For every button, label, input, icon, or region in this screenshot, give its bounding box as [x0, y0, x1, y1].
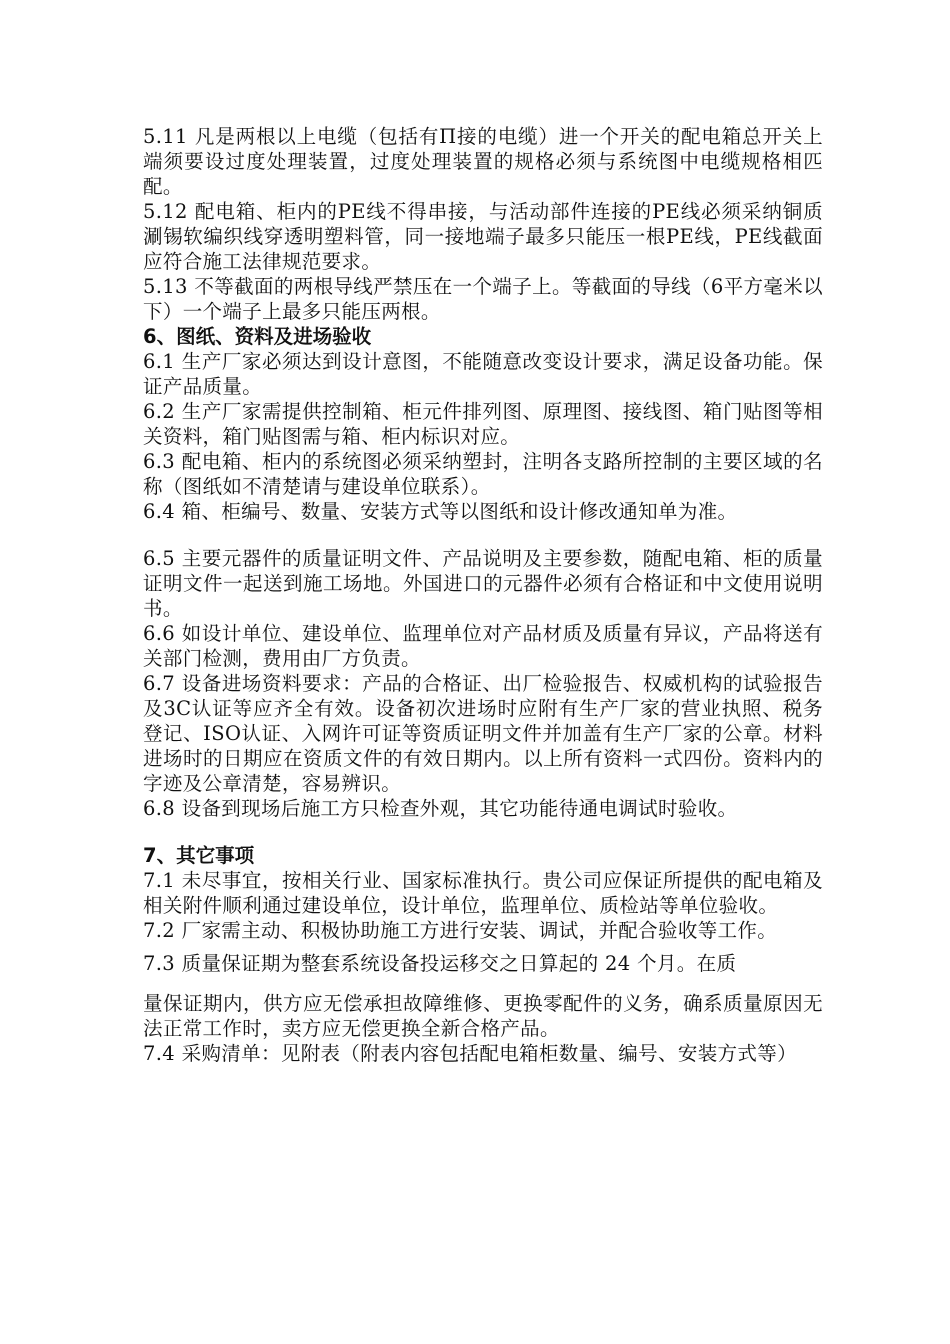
- document-page: [143, 124, 823, 1066]
- paragraph-7-3-continued: 量保证期内，供方应无偿承担故障维修、更换零配件的义务，确系质量原因无法正常工作时，卖方应无偿更换全新合格产品。: [143, 992, 823, 1040]
- paragraph-6-7: 6.7 设备进场资料要求：产品的合格证、出厂检验报告、权威机构的试验报告及3C认证等应齐全有效。设备初次进场时应附有生产厂家的营业执照、税务登记、ISO认证、入网许可证等资质证明文件并加盖有生产厂家的公章。材料进场时的日期应在资质文件的有效日期内。以上所有资料一式四份。资料内的字迹及公章清楚，容易辨识。: [143, 672, 823, 795]
- spacer: [143, 524, 823, 546]
- paragraph-6-6: 6.6 如设计单位、建设单位、监理单位对产品材质及质量有异议，产品将送有关部门检测，费用由厂方负责。: [143, 622, 823, 670]
- paragraph-7-3-line-1: 7.3 质量保证期为整套系统设备投运移交之日算起的 24 个月。在质: [143, 952, 737, 975]
- spacer: [143, 976, 823, 991]
- paragraph-6-2: 6.2 生产厂家需提供控制箱、柜元件排列图、原理图、接线图、箱门贴图等相关资料，箱门贴图需与箱、柜内标识对应。: [143, 400, 823, 448]
- paragraph-5-13: 5.13 不等截面的两根导线严禁压在一个端子上。等截面的导线（6平方毫米以下）一个端子上最多只能压两根。: [143, 275, 823, 323]
- paragraph-6-5: 6.5 主要元器件的质量证明文件、产品说明及主要参数，随配电箱、柜的质量证明文件一起送到施工场地。外国进口的元器件必须有合格证和中文使用说明书。: [143, 547, 823, 620]
- paragraph-7-2: 7.2 厂家需主动、积极协助施工方进行安装、调试，并配合验收等工作。: [143, 919, 778, 942]
- paragraph-6-1: 6.1 生产厂家必须达到设计意图，不能随意改变设计要求，满足设备功能。保证产品质量。: [143, 350, 823, 398]
- section-7-heading: 7、其它事项: [143, 844, 255, 867]
- spacer: [143, 943, 823, 951]
- spacer: [143, 821, 823, 843]
- paragraph-5-12: 5.12 配电箱、柜内的PE线不得串接，与活动部件连接的PE线必须采纳铜质涮锡软编织线穿透明塑料管，同一接地端子最多只能压一根PE线，PE线截面应符合施工法律规范要求。: [143, 200, 823, 273]
- paragraph-7-1: 7.1 未尽事宜，按相关行业、国家标准执行。贵公司应保证所提供的配电箱及相关附件顺利通过建设单位，设计单位，监理单位、质检站等单位验收。: [143, 869, 823, 917]
- paragraph-6-3: 6.3 配电箱、柜内的系统图必须采纳塑封，注明各支路所控制的主要区域的名称（图纸如不清楚请与建设单位联系）。: [143, 450, 823, 498]
- paragraph-6-4: 6.4 箱、柜编号、数量、安装方式等以图纸和设计修改通知单为准。: [143, 500, 738, 523]
- section-6-heading: 6、图纸、资料及进场验收: [143, 325, 372, 348]
- paragraph-5-11: 5.11 凡是两根以上电缆（包括有Π接的电缆）进一个开关的配电箱总开关上端须要设过度处理装置，过度处理装置的规格必须与系统图中电缆规格相匹配。: [143, 125, 823, 198]
- paragraph-7-4: 7.4 采购清单：见附表（附表内容包括配电箱柜数量、编号、安装方式等）: [143, 1042, 797, 1065]
- paragraph-6-8: 6.8 设备到现场后施工方只检查外观，其它功能待通电调试时验收。: [143, 797, 738, 820]
